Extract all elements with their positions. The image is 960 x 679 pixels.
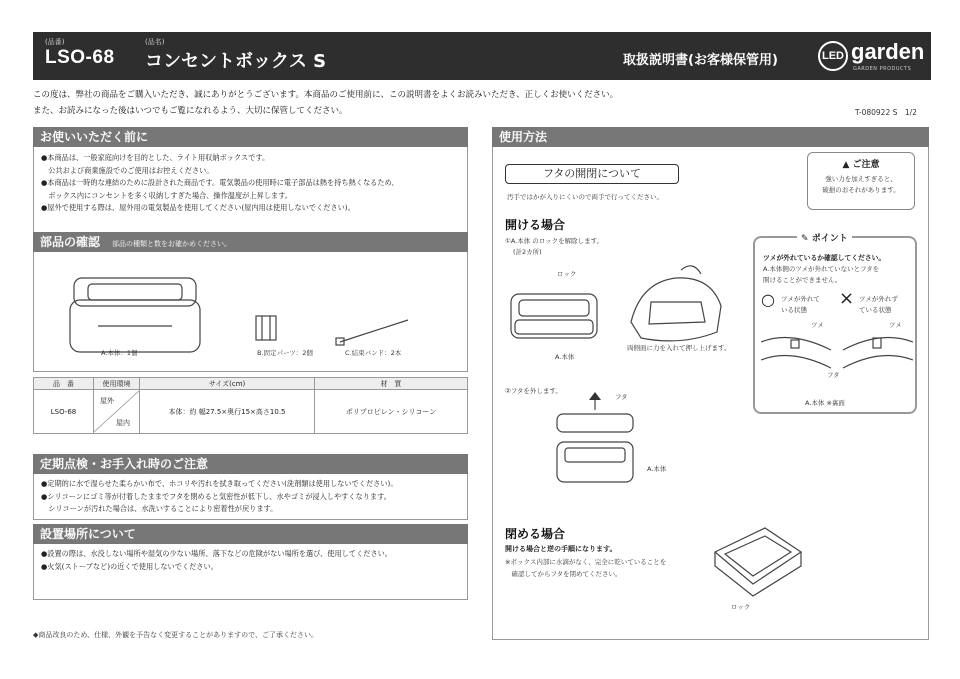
location-section xyxy=(33,524,468,600)
brand-logo xyxy=(818,37,926,75)
logo-mark: LED xyxy=(818,41,848,71)
open-step-1: ①A.本体 のロックを解除します。 xyxy=(505,237,604,245)
body-back-label: A.本体 ※裏面 xyxy=(805,399,845,407)
point-title: ポイント xyxy=(811,234,848,244)
bullet-item: ●本商品は、一般家庭向けを目的とした、ライト用収納ボックスです。 xyxy=(41,153,270,162)
part-label: C.結束バンド：2本 xyxy=(345,349,402,357)
caution-heading xyxy=(808,157,914,170)
bullet-item: ●火気(ストーブなど)の近くで使用しないでください。 xyxy=(41,561,218,571)
close-text: ※ボックス内部に水滴がなく、完全に乾いていることを xyxy=(505,558,667,566)
table-cell: LSO-68 xyxy=(34,390,94,434)
close-heading: 閉める場合 xyxy=(505,527,566,541)
part-label: B.固定パーツ：2個 xyxy=(257,349,313,357)
logo-sub: GARDEN PRODUCTS xyxy=(853,66,912,72)
push-instruction: 両側面に力を入れて押し上げます。 xyxy=(627,344,731,352)
part-label: A.本体：1個 xyxy=(101,349,138,357)
section-title xyxy=(33,232,468,252)
box-closing-illustration xyxy=(705,522,805,598)
close-text: 開ける場合と逆の手順になります。 xyxy=(505,545,617,553)
name-caption: (品名) xyxy=(145,38,165,46)
table-row xyxy=(34,390,468,434)
section-title: お使いいただく前に xyxy=(33,127,468,147)
env-outdoor: 屋外 xyxy=(100,397,114,406)
caution-box xyxy=(807,152,915,210)
table-header: 品 番 xyxy=(34,378,94,390)
lock-label: ロック xyxy=(557,270,577,278)
ok-text: ツメが外れて xyxy=(781,295,820,303)
hands-opening-illustration xyxy=(621,262,731,352)
bullet-item: ボックス内にコンセントを多く収納しすぎた場合、操作温度が上昇します。 xyxy=(41,190,292,200)
manual-title: 取扱説明書(お客様保管用) xyxy=(623,53,778,68)
lid-heading: フタの開閉について xyxy=(505,164,679,184)
product-code: LSO-68 xyxy=(45,47,115,68)
caution-title: ご注意 xyxy=(852,160,880,170)
cable-tie-illustration xyxy=(334,314,414,348)
point-text: A.本体側のツメが外れていないとフタを xyxy=(763,265,880,273)
bullet-item: ●本商品は一時的な連結のために設計された商品です。電気製品の使用時に電子部品は熱を持ち熱くなるため、 xyxy=(41,178,399,187)
table-cell: ポリプロピレン・シリコーン xyxy=(315,390,468,434)
section-title: 定期点検・お手入れ時のご注意 xyxy=(33,454,468,474)
open-step-2: ②フタを外します。 xyxy=(505,387,562,395)
fixing-part-illustration xyxy=(252,312,282,347)
section-title: 使用方法 xyxy=(492,127,929,147)
tsume-label: ツメ xyxy=(811,321,824,329)
logo-word: garden xyxy=(851,39,925,64)
lid-label-point: フタ xyxy=(827,371,840,379)
bullet-item: ●シリコーンにゴミ等が付着したままでフタを閉めると気密性が低下し、水やゴミが浸入しやすくなります。 xyxy=(41,491,391,501)
maintenance-section xyxy=(33,454,468,520)
lid-label: フタ xyxy=(615,393,628,401)
parts-section xyxy=(33,232,468,372)
product-name: コンセントボックス S xyxy=(145,51,327,72)
point-text: ツメが外れているか確認してください。 xyxy=(763,254,886,262)
document-number: T-080922 S 1/2 xyxy=(855,108,917,117)
bullet-item: ●設置の際は、水没しない場所や湿気の少ない場所、落下などの危険がない場所を選び、使用してください。 xyxy=(41,549,392,558)
lid-removal-illustration xyxy=(551,392,641,488)
point-text: 開けることができません。 xyxy=(763,276,842,284)
point-box xyxy=(753,236,917,414)
usage-section xyxy=(492,127,929,640)
bullet-item: ●定期的に水で湿らせた柔らかい布で、ホコリや汚れを拭き取ってください(洗剤類は使用しないでください)。 xyxy=(41,479,398,488)
lightbulb-icon: ✎ xyxy=(801,234,809,244)
table-header: 使用環境 xyxy=(94,378,140,390)
section-title: 設置場所について xyxy=(33,524,468,544)
close-text: 確認してからフタを閉めてください。 xyxy=(505,570,622,578)
table-cell xyxy=(94,390,140,434)
ng-text: ツメが外れず xyxy=(859,295,898,303)
parts-subtitle: 部品の種類と数をお確かめください。 xyxy=(112,240,232,248)
lid-note: 汚手ではかが入りにくいので両手で行ってください。 xyxy=(507,193,663,201)
table-header: サイズ(cm) xyxy=(140,378,315,390)
body-label-2: A.本体 xyxy=(647,465,667,473)
point-heading xyxy=(797,231,852,244)
code-caption: (品番) xyxy=(45,38,65,46)
header-bar xyxy=(33,32,931,80)
ng-mark-icon: × xyxy=(839,288,855,309)
warning-icon: ▲ xyxy=(842,160,850,170)
spec-table xyxy=(33,377,468,434)
ok-text: いる状態 xyxy=(781,306,807,314)
intro-line-2: また、お読みになった後はいつでもご覧になれるよう、大切に保管してください。 xyxy=(33,106,348,116)
parts-title: 部品の確認 xyxy=(40,235,101,249)
env-indoor: 屋内 xyxy=(116,419,130,428)
intro-line-1: この度は、弊社の商品をご購入いただき、誠にありがとうございます。本商品のご使用前に、この説明書をよくお読みいただき、正しくお使いください。 xyxy=(33,90,619,100)
bullet-item: 公共および商業施設でのご使用はお控えください。 xyxy=(41,165,214,175)
open-step-1-note: (計2カ所) xyxy=(513,248,542,256)
table-header-row xyxy=(34,378,468,390)
open-heading: 開ける場合 xyxy=(505,218,566,232)
caution-text: 強い力を加えすぎると、 xyxy=(825,175,897,183)
tsume-label: ツメ xyxy=(889,321,902,329)
footer-note: ◆商品改良のため、仕様、外観を予告なく変更することがありますので、ご了承ください。 xyxy=(33,631,318,639)
bullet-item: ●屋外で使用する際は、屋外用の電気製品を使用してください(屋内用は使用しないでください)。 xyxy=(41,203,355,212)
lock-label-2: ロック xyxy=(731,603,751,611)
table-cell: 本体：約 幅27.5×奥行15×高さ10.5 xyxy=(140,390,315,434)
ng-text: ている状態 xyxy=(859,306,892,314)
main-body-illustration xyxy=(68,270,208,360)
bullet-item: シリコーンが汚れた場合は、水洗いすることにより密着性が戻ります。 xyxy=(41,504,278,513)
ok-mark-icon: ○ xyxy=(761,290,775,309)
caution-text: 破損のおそれがあります。 xyxy=(822,186,900,194)
table-header: 材 質 xyxy=(315,378,468,390)
before-use-section xyxy=(33,127,468,244)
box-lock-illustration xyxy=(505,280,605,352)
body-label: A.本体 xyxy=(555,353,575,361)
